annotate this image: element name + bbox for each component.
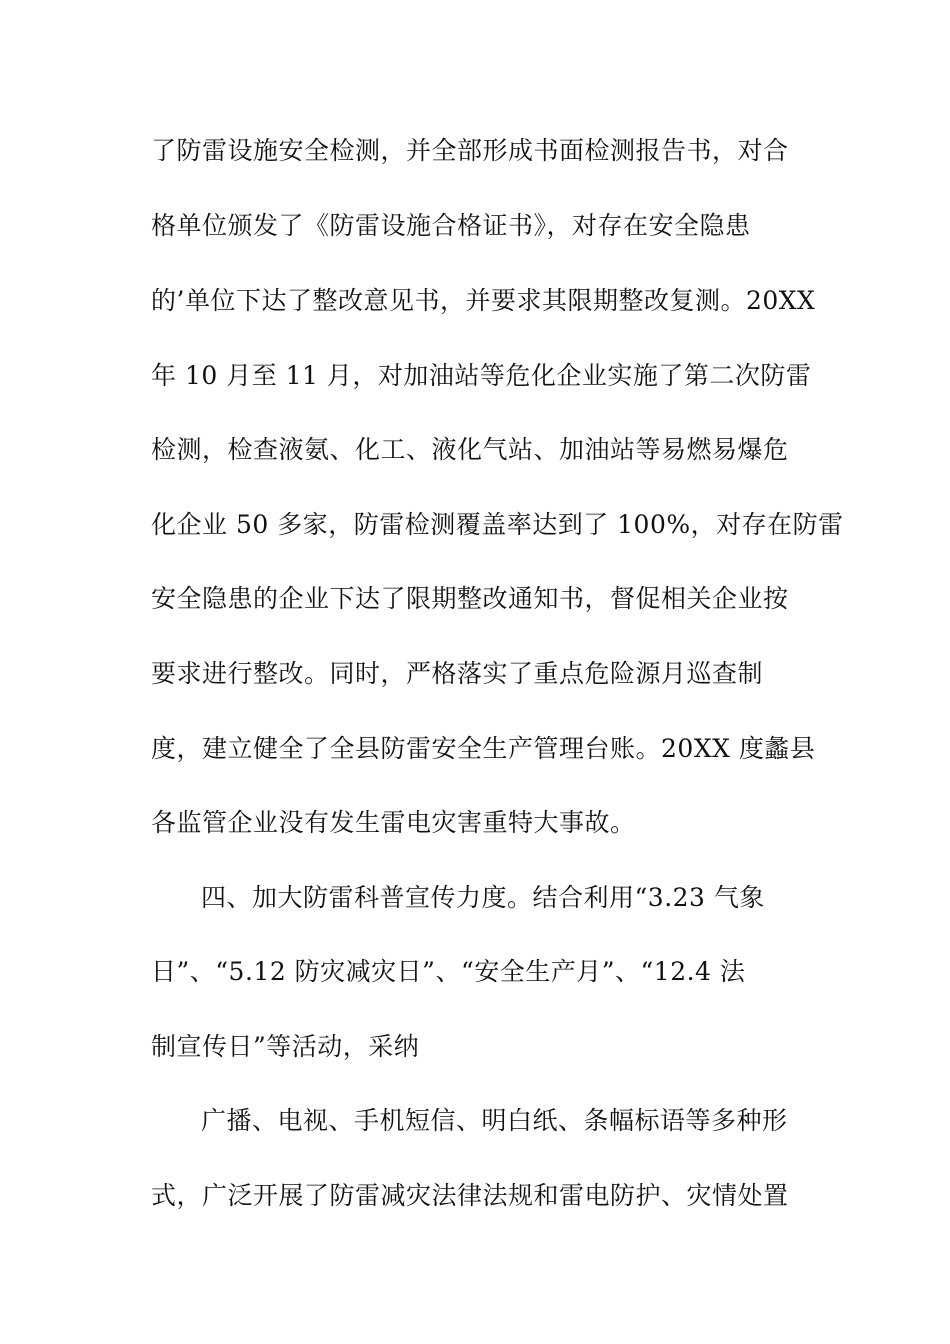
paragraph-start-line: 广播、电视、手机短信、明白纸、条幅标语等多种形 xyxy=(201,1106,788,1135)
text-line: 安全隐患的企业下达了限期整改通知书，督促相关企业按 xyxy=(151,584,789,613)
text-line: 日”、“5.12 防灾减灾日”、“安全生产月”、“12.4 法 xyxy=(151,957,746,986)
text-line: 检测，检查液氨、化工、液化气站、加油站等易燃易爆危 xyxy=(151,435,789,464)
text-line: 化企业 50 多家，防雷检测覆盖率达到了 100%，对存在防雷 xyxy=(151,510,844,539)
text-line: 制宣传日”等活动，采纳 xyxy=(151,1032,420,1061)
text-line: 的’单位下达了整改意见书，并要求其限期整改复测。20XX xyxy=(151,286,816,315)
text-line: 要求进行整改。同时，严格落实了重点危险源月巡查制 xyxy=(151,659,764,688)
text-line: 度，建立健全了全县防雷安全生产管理台账。20XX 度蠡县 xyxy=(151,734,816,763)
text-line: 式，广泛开展了防雷减灾法律法规和雷电防护、灾情处置 xyxy=(151,1181,789,1210)
text-line: 年 10 月至 11 月，对加油站等危化企业实施了第二次防雷 xyxy=(151,361,812,390)
text-line: 各监管企业没有发生雷电灾害重特大事故。 xyxy=(151,808,636,837)
text-line: 了防雷设施安全检测，并全部形成书面检测报告书，对合 xyxy=(151,136,789,165)
paragraph-heading-line: 四、加大防雷科普宣传力度。结合利用“3.23 气象 xyxy=(201,883,765,912)
text-line: 格单位颁发了《防雷设施合格证书》，对存在安全隐患 xyxy=(151,211,751,240)
